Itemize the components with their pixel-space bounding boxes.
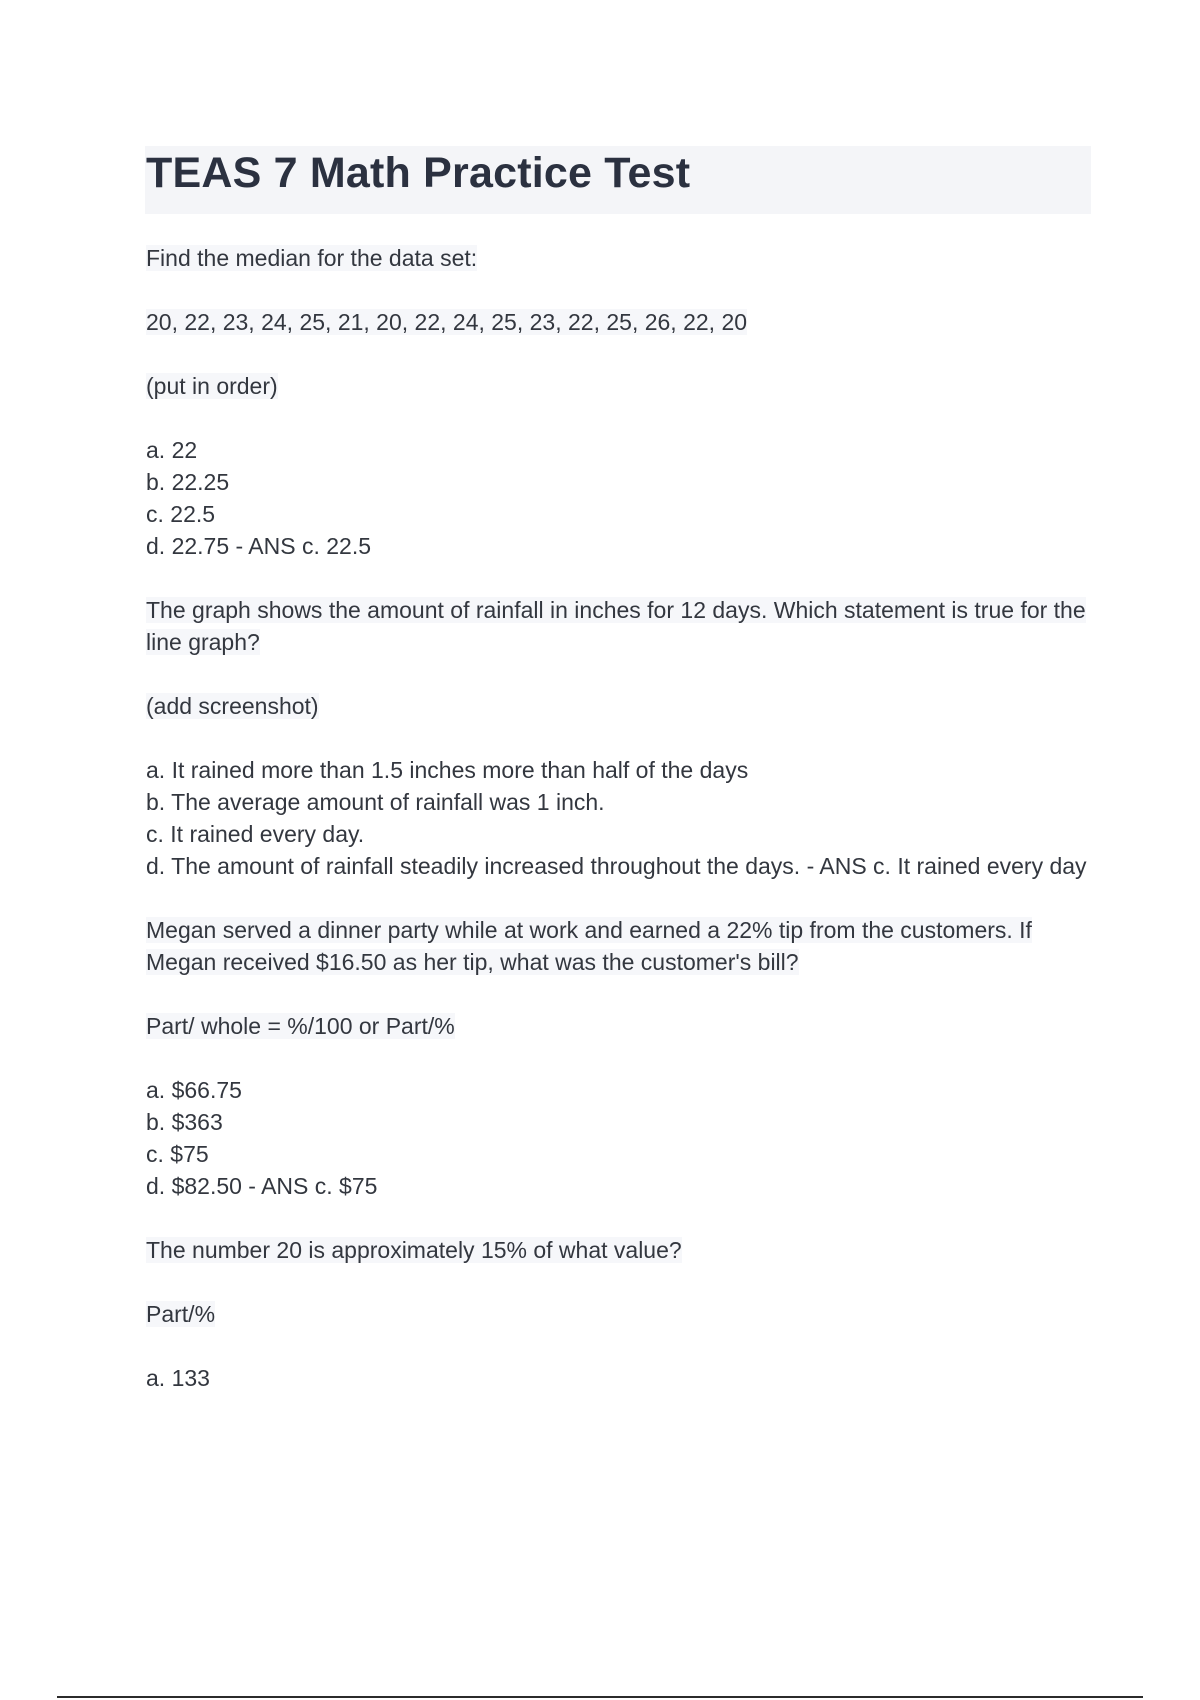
question-4-prompt-text: The number 20 is approximately 15% of what value?	[146, 1237, 682, 1263]
question-4-prompt	[146, 1234, 1092, 1266]
question-4-options	[146, 1362, 1092, 1394]
question-1-prompt-text: Find the median for the data set:	[146, 245, 478, 271]
question-2-prompt-text: The graph shows the amount of rainfall in inches for 12 days. Which statement is true for the line graph?	[146, 597, 1086, 655]
question-1-data-set	[146, 306, 1092, 338]
question-2-options	[146, 754, 1092, 882]
question-1-prompt	[146, 242, 1092, 274]
question-2-hint-text: (add screenshot)	[146, 693, 319, 719]
question-3-prompt-text: Megan served a dinner party while at work and earned a 22% tip from the customers. If Megan received $16.50 as her tip, what was the customer's bill?	[146, 917, 1032, 975]
question-3-hint-text: Part/ whole = %/100 or Part/%	[146, 1013, 455, 1039]
question-1-option-c: c. 22.5	[146, 501, 216, 527]
question-4-hint-text: Part/%	[146, 1301, 216, 1327]
question-2-option-a: a. It rained more than 1.5 inches more than half of the days	[146, 757, 749, 783]
question-3-option-b: b. $363	[146, 1109, 223, 1135]
question-2-option-b: b. The average amount of rainfall was 1 inch.	[146, 789, 605, 815]
question-1-hint-text: (put in order)	[146, 373, 278, 399]
question-1-options	[146, 434, 1092, 562]
question-3-option-a: a. $66.75	[146, 1077, 242, 1103]
question-4-hint	[146, 1298, 1092, 1330]
question-2-prompt	[146, 594, 1092, 658]
question-1-option-d: d. 22.75 - ANS c. 22.5	[146, 533, 372, 559]
document-body	[146, 242, 1092, 1426]
question-2-option-d: d. The amount of rainfall steadily increased throughout the days. - ANS c. It rained every day	[146, 853, 1087, 879]
footer-divider	[57, 1696, 1143, 1698]
question-1-data-text: 20, 22, 23, 24, 25, 21, 20, 22, 24, 25, 23, 22, 25, 26, 22, 20	[146, 309, 748, 335]
question-1-hint	[146, 370, 1092, 402]
question-1-option-b: b. 22.25	[146, 469, 230, 495]
question-3-option-d: d. $82.50 - ANS c. $75	[146, 1173, 378, 1199]
question-2-option-c: c. It rained every day.	[146, 821, 365, 847]
question-4-option-a: a. 133	[146, 1365, 210, 1391]
question-3-option-c: c. $75	[146, 1141, 209, 1167]
question-3-hint	[146, 1010, 1092, 1042]
question-1-option-a: a. 22	[146, 437, 198, 463]
question-3-prompt	[146, 914, 1092, 978]
page-title: TEAS 7 Math Practice Test	[146, 149, 691, 197]
question-2-hint	[146, 690, 1092, 722]
question-3-options	[146, 1074, 1092, 1202]
